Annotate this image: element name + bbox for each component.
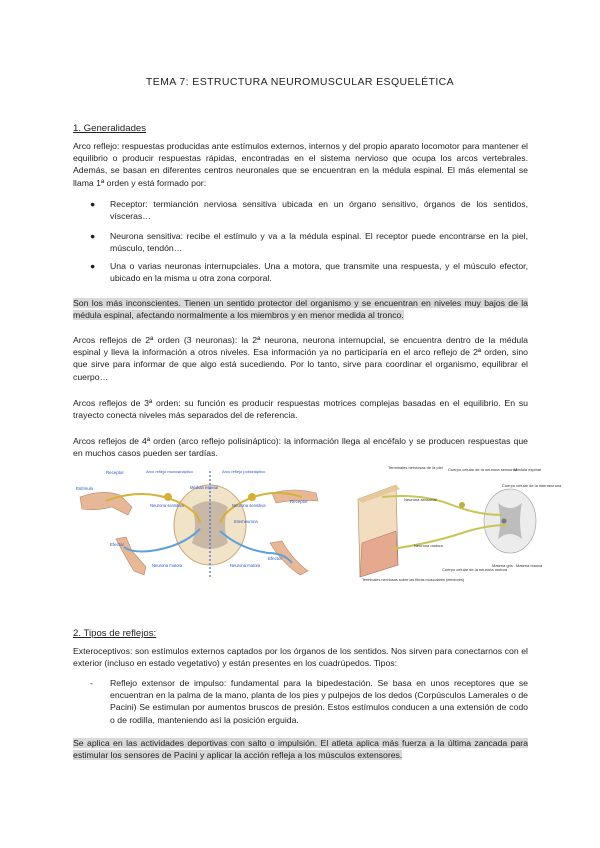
label-cuerpo-sensorial: Cuerpo celular de la neurona sensorial	[448, 467, 517, 472]
bullet-icon: ●	[90, 199, 96, 209]
bullet-icon: ●	[90, 261, 96, 271]
intro-paragraph: Arco reflejo: respuestas producidas ante estímulos externos, internos y del propio aparato locomotor para mantener el equilibrio o producir respuestas rápidas, encontradas en el sistema nervioso que ocupa los arcos vertebrales. Además, se basan en diferentes centros neuronales que se encuentran en la médula espinal. El más elemental se llama 1ª orden y está formado por:	[73, 141, 528, 188]
highlighted-paragraph-2: Se aplica en las actividades deportivas con salto o impulsión. El atleta aplica más fuerza a la última zancada para estimular los sensores de Pacini y aplicar la acción refleja a los músculos extensores.	[73, 738, 528, 761]
exteroceptivos-paragraph: Exteroceptivos: son estímulos externos captados por los órganos de los sentidos. Nos sirven para conectarnos con el exterior (incluso en estado vegetativo) y están presentes en los cuadrúpedos. Tipos:	[73, 646, 528, 669]
label-neurona-sensitiva-right: Neurona sensitiva	[232, 503, 266, 508]
label-receptor-left: Receptor	[106, 470, 124, 475]
list-item: ● Neurona sensitiva: recibe el estímulo y va a la médula espinal. El receptor puede encontrarse en la piel, músculo, tendón…	[90, 231, 528, 254]
page-title: TEMA 7: ESTRUCTURA NEUROMUSCULAR ESQUELÉTICA	[145, 76, 455, 88]
label-medula-espinal: Médula espinal	[514, 467, 541, 472]
section-heading-tipos: 2. Tipos de reflejos:	[73, 628, 157, 639]
label-materia-blanca: Materia blanca	[516, 563, 543, 568]
label-poly-arc: Arco reflejo polisináptico	[222, 469, 266, 474]
label-neurona-sensorial: Neurona sensorial	[404, 497, 437, 502]
label-cuerpo-interneurona: Cuerpo celular de la interneurona	[502, 483, 562, 488]
label-mono-arc: Arco reflejo monosináptico	[146, 469, 194, 474]
label-terminales-piel: Terminales nerviosas de la piel	[388, 465, 443, 470]
spinal-reflex-figure	[352, 463, 562, 599]
bullet-icon: ●	[90, 231, 96, 241]
label-estimulo: Estímulo	[76, 486, 94, 491]
label-motora-left: Neurona motora	[152, 563, 183, 568]
label-efector-left: Efector	[110, 542, 124, 547]
section-heading-generalidades: 1. Generalidades	[73, 123, 147, 134]
highlighted-paragraph: Son los más inconscientes. Tienen un sentido protector del organismo y se encuentran en niveles muy bajos de la médula espinal, afectando normalmente a los miembros y en menor medida al tronco.	[73, 298, 528, 321]
label-materia-gris: Materia gris	[492, 563, 513, 568]
dash-icon: -	[90, 678, 93, 688]
list-item: - Reflejo extensor de impulso: fundamental para la bipedestación. Se basa en unos receptores que se encuentran en la palma de la mano, planta de los pies y pulpejos de los dedos (Corpúsculos Lamerales o de Pacini) Se estimulan por aumentos bruscos de presión. Estos estímulos conducen a una extensión de codo o de rodilla, manteniendo así la posición erguida.	[90, 678, 528, 725]
reflex-arc-figure	[72, 467, 324, 585]
label-motora-right: Neurona motora	[230, 563, 261, 568]
fourth-order-paragraph: Arcos reflejos de 4ª orden (arco reflejo polisináptico): la información llega al encéfalo y se producen respuestas que en muchos casos pueden ser tardías.	[73, 436, 528, 459]
third-order-paragraph: Arcos reflejos de 3ª orden: su función es producir respuestas motrices complejas basadas en el equilibrio. En su trayecto conecta niveles más separados del de referencia.	[73, 398, 528, 421]
list-item: ● Una o varias neuronas internupciales. Una a motora, que transmite una respuesta, y el músculo efector, ubicado en la misma u otra zona corporal.	[90, 261, 528, 284]
label-terminales-musculares: Terminales nerviosas sobre las fibras musculares (efectores)	[362, 578, 465, 582]
label-medula: Médula espinal	[190, 485, 219, 490]
label-efector-right: Efector	[268, 556, 282, 561]
label-neurona-sensitiva-left: Neurona sensitiva	[150, 503, 184, 508]
label-interneurona: Interneurona	[234, 519, 258, 524]
second-order-paragraph: Arcos reflejos de 2ª orden (3 neuronas): la 2ª neurona, neurona internupcial, se encuentra dentro de la médula espinal y lleva la información a otros niveles. Esa información ya no participaría en el arco reflejo de 2ª orden, sino que sirve para informar de que algo está sucediendo. Por lo tanto, sirve para coordinar el organismo, equilibrar el cuerpo…	[73, 335, 528, 382]
label-cuerpo-motora: Cuerpo celular de la neurona motora	[442, 567, 508, 572]
list-item: ● Receptor: termianción nerviosa sensitiva ubicada en un órgano sensitivo, órganos de los sentidos, vísceras…	[90, 199, 528, 222]
label-receptor-right: Receptor	[290, 499, 308, 504]
label-neurona-motora: Neurona motora	[414, 543, 443, 548]
